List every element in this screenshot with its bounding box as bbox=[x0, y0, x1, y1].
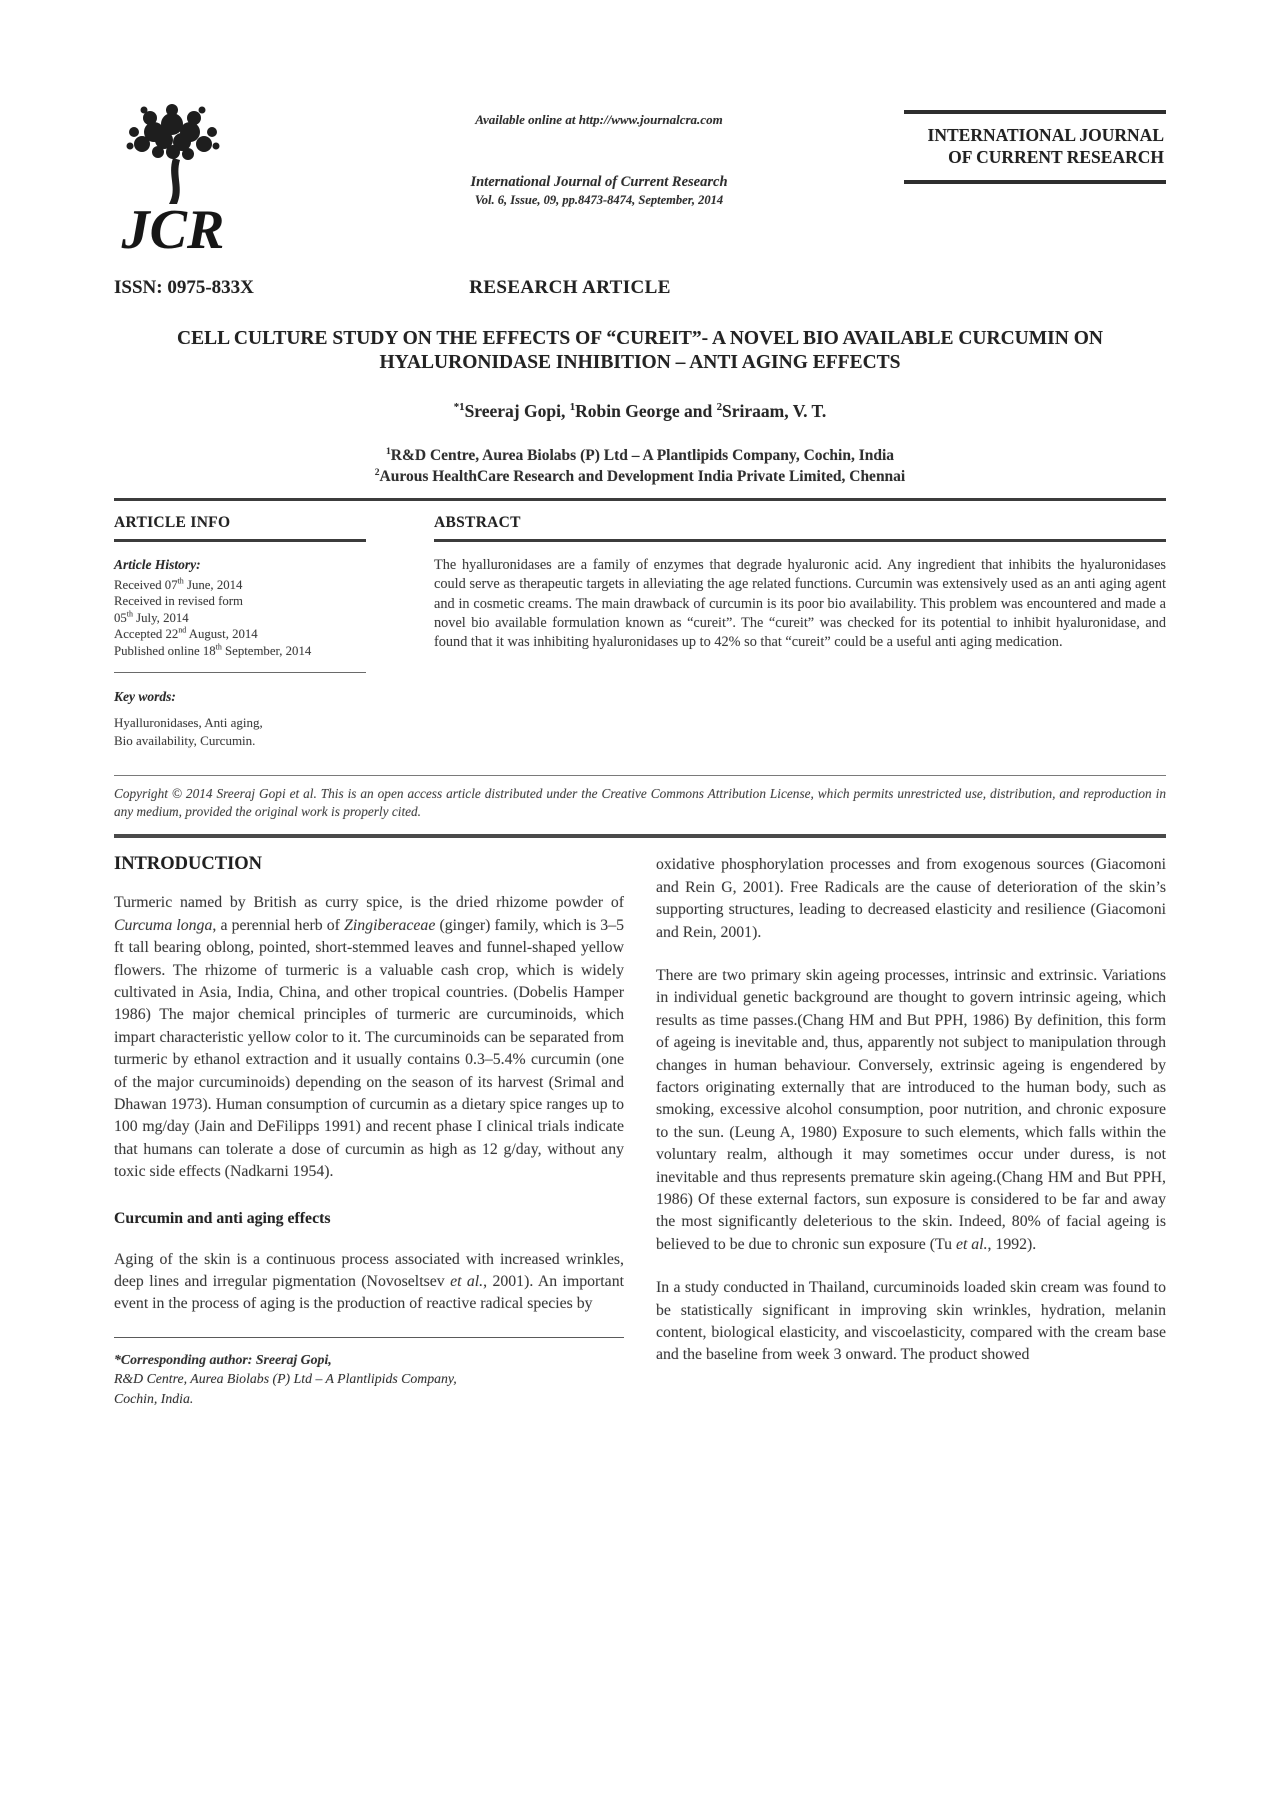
introduction-heading: INTRODUCTION bbox=[114, 854, 263, 875]
copyright-notice: Copyright © 2014 Sreeraj Gopi et al. This is an open access article distributed under the Creative Commons Attribution License, which permits unrestricted use, distribution, and reproduction in any medium, provided the original work is properly cited. bbox=[114, 786, 1166, 820]
issn-label: ISSN: 0975-833X bbox=[114, 277, 254, 298]
article-type-label: RESEARCH ARTICLE bbox=[469, 277, 671, 298]
keywords-line: Hyalluronidases, Anti aging, bbox=[114, 715, 263, 731]
affiliations bbox=[114, 446, 1166, 487]
abstract-column bbox=[434, 514, 1166, 749]
introduction-paragraph-1: Turmeric named by British as curry spice, is the dried rhizome powder of Curcuma longa, a perennial herb of Zingiberaceae (ginger) family, which is 3–5 ft tall bearing oblong, pointed, short-stemmed leaves and funnel-shaped yellow flowers. The rhizome of turmeric is a valuable cash crop, which is widely cultivated in Asia, India, China, and other tropical countries. (Dobelis Hamper 1986) The major chemical principles of turmeric are curcuminoids, which impart characteristic yellow color to it. The curcuminoids can be separated from turmeric by ethanol extraction and it usually contains 0.3–5.4% curcumin (one of the major curcuminoids) depending on the season of its harvest (Srimal and Dhawan 1973). Human consumption of curcumin as a dietary spice ranges up to 100 mg/day (Jain and DeFilipps 1991) and recent phase I clinical trials indicate that humans can tolerate a dose of curcumin as high as 12 g/day, without any toxic side effects (Nadkarni 1954). bbox=[114, 894, 624, 1181]
history-line: 05th July, 2014 bbox=[114, 609, 189, 625]
header-divider bbox=[114, 498, 1166, 501]
introduction-paragraph-2: Aging of the skin is a continuous process associated with increased wrinkles, deep lines and irregular pigmentation (Novoseltsev et al., 2001). An important event in the process of aging is the production of reactive radical species by bbox=[114, 1250, 624, 1313]
copyright-bottom-rule bbox=[114, 834, 1166, 838]
author: $^2$Sriraam, V. T. bbox=[716, 401, 827, 421]
info-abstract-section bbox=[114, 514, 1166, 749]
masthead-line-2: OF CURRENT RESEARCH bbox=[948, 147, 1164, 167]
corresponding-author-affil: R&D Centre, Aurea Biolabs (P) Ltd – A Plantlipids Company, bbox=[114, 1371, 457, 1387]
left-column bbox=[114, 854, 624, 1408]
keywords-heading: Key words: bbox=[114, 689, 176, 705]
history-line: Received 07th June, 2014 bbox=[114, 576, 243, 592]
keywords-divider bbox=[114, 672, 366, 673]
article-info-rule bbox=[114, 539, 366, 542]
journal-logo bbox=[114, 96, 294, 265]
page-header bbox=[114, 96, 1166, 265]
copyright-top-rule bbox=[114, 775, 1166, 776]
author: $^{*1}$Sreeraj Gopi, bbox=[453, 401, 570, 421]
header-center bbox=[294, 96, 904, 208]
affiliation-line: $^2$Aurous HealthCare Research and Development India Private Limited, Chennai bbox=[374, 466, 906, 485]
article-body bbox=[114, 854, 1166, 1468]
article-info-heading: ARTICLE INFO bbox=[114, 514, 231, 531]
article-info-column bbox=[114, 514, 366, 749]
article-title: CELL CULTURE STUDY ON THE EFFECTS OF “CUREIT”- A NOVEL BIO AVAILABLE CURCUMIN ON HYALURONIDASE INHIBITION – ANTI AGING EFFECTS bbox=[177, 328, 1103, 373]
article-history-heading: Article History: bbox=[114, 557, 201, 572]
keywords-line: Bio availability, Curcumin. bbox=[114, 732, 256, 748]
scanned-journal-page bbox=[114, 0, 1166, 1468]
corresponding-author-note bbox=[114, 1350, 624, 1409]
available-online-line: Available online at http://www.journalcra.com bbox=[475, 112, 723, 127]
logo-letters: JCR bbox=[121, 199, 225, 260]
tree-canopy bbox=[127, 104, 220, 160]
subsection-heading: Curcumin and anti aging effects bbox=[114, 1209, 331, 1227]
affiliation-line: $^1$R&D Centre, Aurea Biolabs (P) Ltd – A Plantlipids Company, Cochin, India bbox=[385, 445, 895, 464]
article-history bbox=[114, 577, 366, 659]
tree-trunk bbox=[169, 158, 180, 204]
history-line: Accepted 22nd August, 2014 bbox=[114, 625, 258, 642]
body-paragraph-1: oxidative phosphorylation processes and from exogenous sources (Giacomoni and Rein G, 2001). Free Radicals are the cause of deterioration of the skin’s supporting structures, leading to decreased elasticity and resilience (Giacomoni and Rein, 2001). bbox=[656, 856, 1166, 941]
right-column bbox=[656, 854, 1166, 1408]
history-line: Received in revised form bbox=[114, 594, 243, 609]
history-line: Published online 18th September, 2014 bbox=[114, 642, 312, 658]
footnote-rule bbox=[114, 1337, 624, 1338]
abstract-text: The hyalluronidases are a family of enzymes that degrade hyaluronic acid. Any ingredient that inhibits the hyaluronidases could serve as therapeutic targets in alleviating the age related functions. Curcumin was extensively used as an anti aging agent and in cosmetic creams. The main drawback of curcumin is its poor bio availability. This problem was encountered and made a novel bio available formulation known as “cureit”. The “cureit” was checked for its potential to inhibit hyaluronidase, and found that it was inhibiting hyaluronidases up to 42% so that “cureit” could be a useful anti aging medication. bbox=[434, 557, 1166, 651]
issn-row bbox=[114, 277, 1166, 299]
body-paragraph-2: There are two primary skin ageing processes, intrinsic and extrinsic. Variations in individual genetic background are thought to govern intrinsic ageing, which results as time passes.(Chang HM and But PPH, 1986) By definition, this form of ageing is inevitable and, thus, apparently not subject to manipulation through changes in human behaviour. Conversely, extrinsic ageing is engendered by factors originating externally that are introduced to the human body, such as smoking, excessive alcohol consumption, poor nutrition, and chronic exposure to the sun. (Leung A, 1980) Exposure to such elements, which falls within the voluntary realm, although it may sometimes occur under duress, is not inevitable and thus represents premature skin ageing.(Chang HM and But PPH, 1986) Of these external factors, sun exposure is considered to be far and away the most significantly deleterious to the skin. Indeed, 80% of facial ageing is believed to be due to chronic sun exposure (Tu et al., 1992). bbox=[656, 966, 1166, 1253]
masthead-line-1: INTERNATIONAL JOURNAL bbox=[927, 125, 1164, 145]
body-paragraph-3: In a study conducted in Thailand, curcuminoids loaded skin cream was found to be statistically significant in improving skin wrinkles, hydration, melanin content, biological elasticity, and viscoelasticity, compared with the cream base and the baseline from week 3 onward. The product showed bbox=[656, 1279, 1166, 1364]
keywords bbox=[114, 714, 366, 749]
abstract-rule bbox=[434, 539, 1166, 542]
abstract-heading: ABSTRACT bbox=[434, 514, 521, 531]
journal-masthead bbox=[904, 110, 1166, 184]
authors-line bbox=[114, 401, 1166, 422]
volume-issue-line: Vol. 6, Issue, 09, pp.8473-8474, September, 2014 bbox=[474, 193, 724, 207]
journal-name-line: International Journal of Current Research bbox=[470, 174, 728, 190]
corresponding-author-city: Cochin, India. bbox=[114, 1390, 194, 1406]
author: $^1$Robin George and bbox=[569, 401, 717, 421]
tree-logo-icon bbox=[114, 102, 232, 260]
corresponding-author-line: *Corresponding author: Sreeraj Gopi, bbox=[114, 1351, 332, 1367]
